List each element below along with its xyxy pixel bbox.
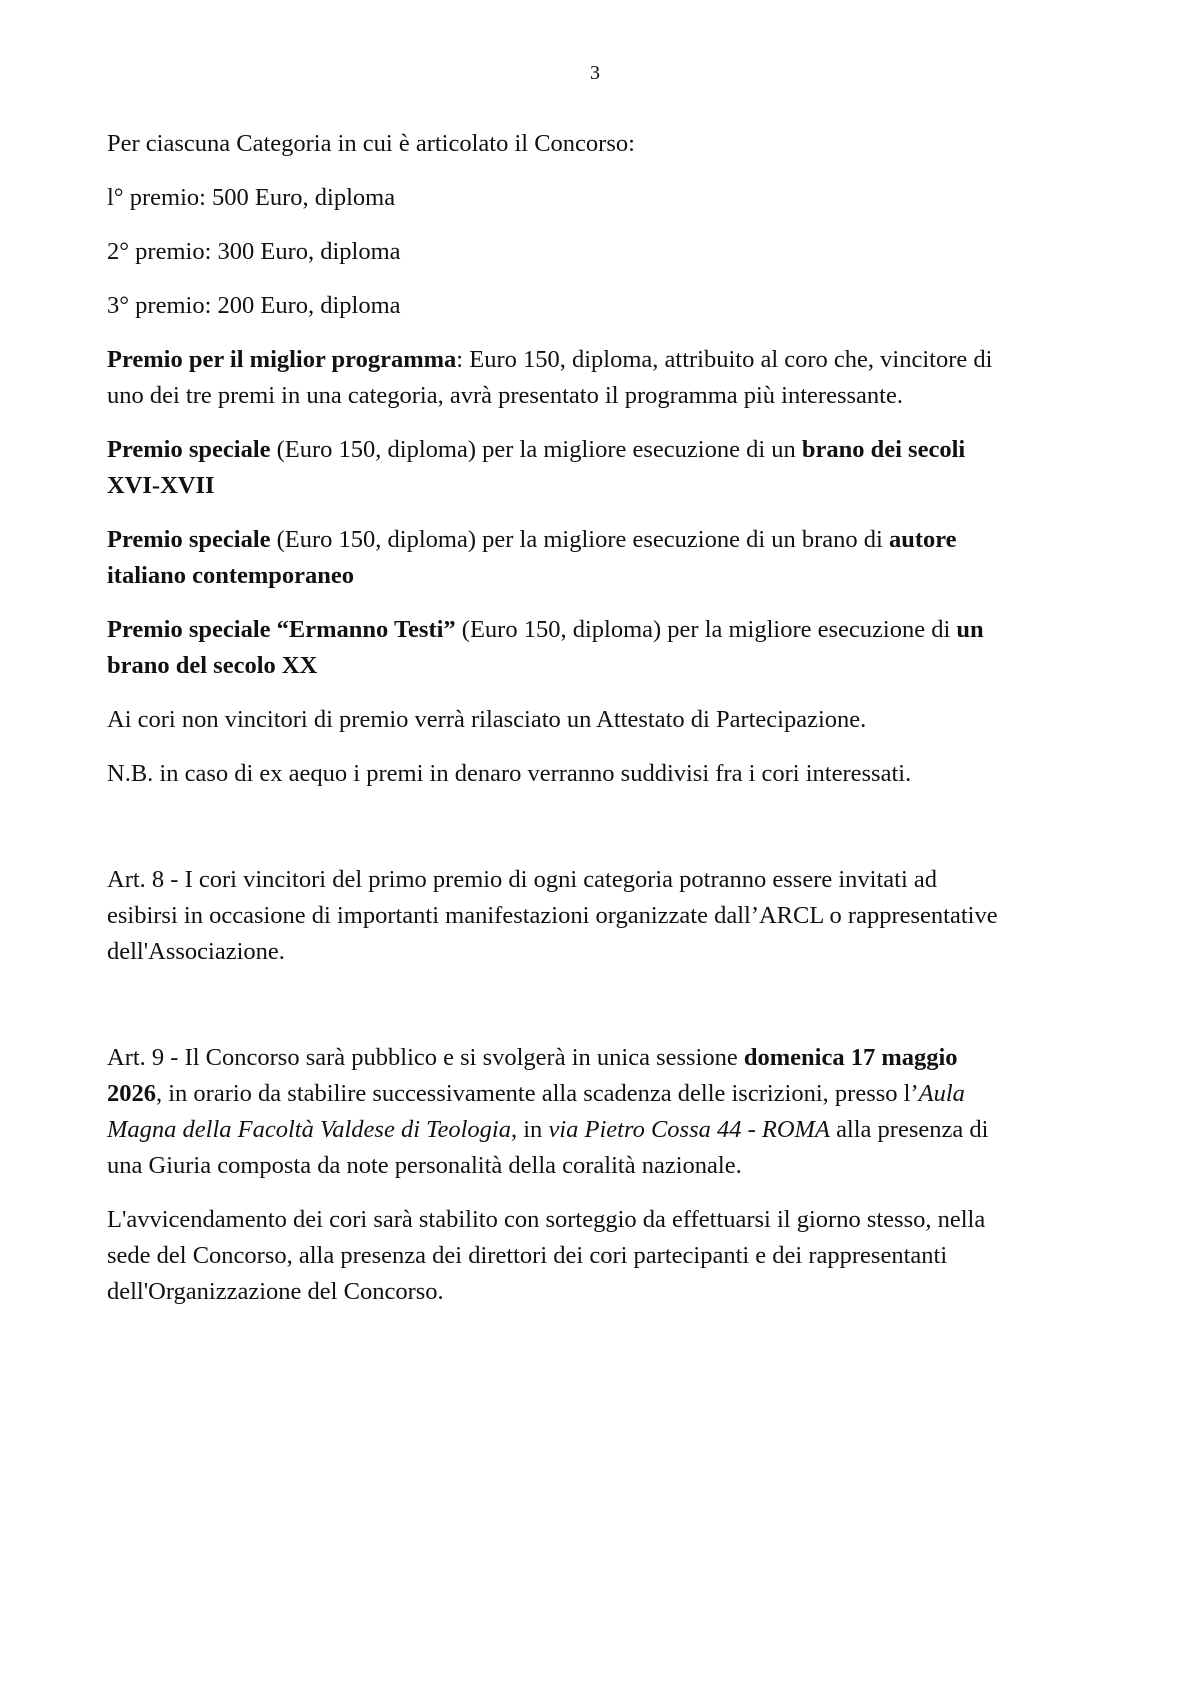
prize-first: l° premio: 500 Euro, diploma [107, 184, 396, 211]
participation-paragraph: Ai cori non vincitori di premio verrà rilasciato un Attestato di Partecipazione. [107, 706, 867, 733]
article-9-address: via Pietro Cossa 44 - ROMA [548, 1116, 830, 1143]
article-9-date: domenica 17 maggio 2026 [107, 1044, 958, 1107]
spacer [107, 810, 1007, 862]
best-program-text: : Euro 150, diploma, attribuito al coro che, vincitore di uno dei tre premi in una categoria, avrà presentato il programma più interessante. [107, 346, 993, 409]
special-prize-3 [107, 612, 1007, 684]
special-prize-2-text: (Euro 150, diploma) per la migliore esecuzione di un brano di [270, 526, 889, 553]
special-prize-2 [107, 522, 1007, 594]
page-number: 3 [590, 62, 600, 84]
article-9 [107, 1040, 1007, 1184]
article-9-jury: alla presenza di una Giuria composta da note personalità della coralità nazionale. [107, 1116, 989, 1179]
intro-paragraph: Per ciascuna Categoria in cui è articolato il Concorso: [107, 130, 635, 157]
document-body [107, 126, 1007, 1328]
draw-paragraph: L'avvicendamento dei cori sarà stabilito con sorteggio da effettuarsi il giorno stesso, nella sede del Concorso, alla presenza dei direttori dei cori partecipanti e dei rappresentanti dell'Organizzazione del Concorso. [107, 1206, 986, 1305]
special-prize-1-text: (Euro 150, diploma) per la migliore esecuzione di un [270, 436, 802, 463]
prize-third: 3° premio: 200 Euro, diploma [107, 292, 401, 319]
article-9-time: , in orario da stabilire successivamente alla scadenza delle iscrizioni, presso l’ [156, 1080, 919, 1107]
special-prize-3-title: Premio speciale “Ermanno Testi” [107, 616, 456, 643]
article-9-venue: Aula Magna della Facoltà Valdese di Teologia [107, 1080, 965, 1143]
special-prize-2-title: Premio speciale [107, 526, 271, 553]
article-8: Art. 8 - I cori vincitori del primo premio di ogni categoria potranno essere invitati ad esibirsi in occasione di importanti manifestazioni organizzate dall’ARCL o rappresentative dell'Associazione. [107, 866, 998, 965]
nb-paragraph: N.B. in caso di ex aequo i premi in denaro verranno suddivisi fra i cori interessati. [107, 760, 912, 787]
spacer [107, 988, 1007, 1040]
special-prize-3-subject: un brano del secolo XX [107, 616, 984, 679]
best-program-title: Premio per il miglior programma [107, 346, 457, 373]
special-prize-3-text: (Euro 150, diploma) per la migliore esecuzione di [455, 616, 957, 643]
special-prize-1 [107, 432, 1007, 504]
article-9-in: , in [511, 1116, 549, 1143]
best-program-paragraph [107, 342, 1007, 414]
special-prize-1-title: Premio speciale [107, 436, 271, 463]
special-prize-1-subject: brano dei secoli XVI-XVII [107, 436, 966, 499]
article-9-intro: Art. 9 - Il Concorso sarà pubblico e si svolgerà in unica sessione [107, 1044, 744, 1071]
special-prize-2-subject: autore italiano contemporaneo [107, 526, 957, 589]
prize-second: 2° premio: 300 Euro, diploma [107, 238, 401, 265]
